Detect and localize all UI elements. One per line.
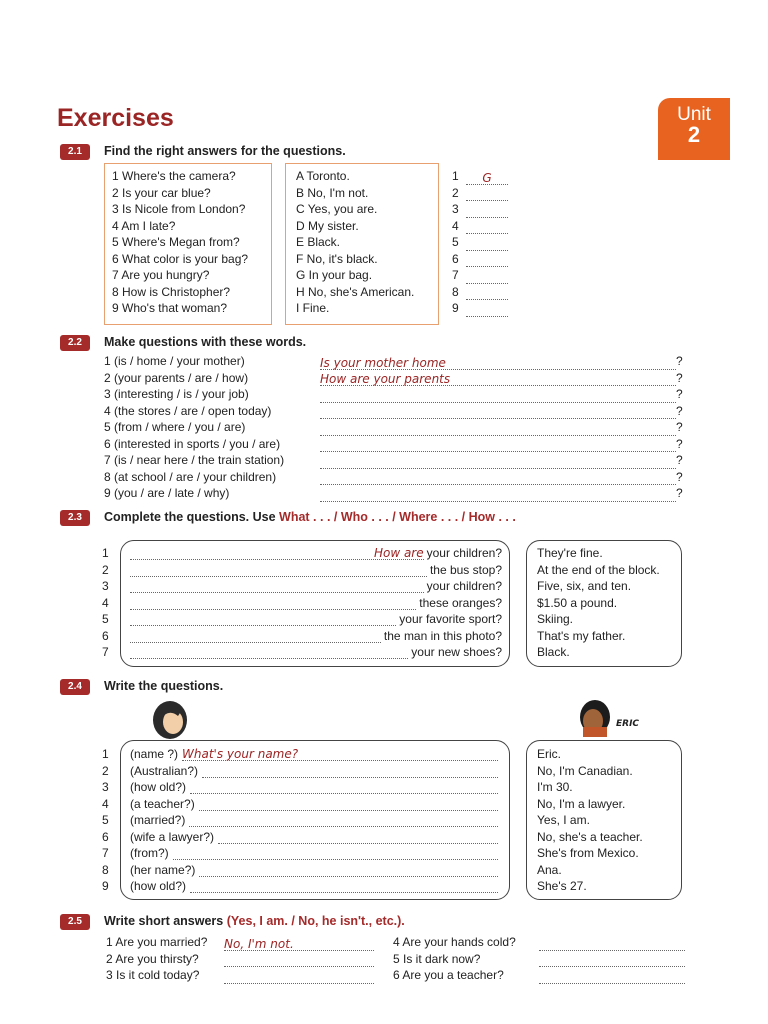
woman-avatar-icon — [148, 698, 190, 740]
question-start-field[interactable] — [130, 644, 408, 659]
short-answer-row — [393, 951, 685, 968]
question-answer-field[interactable]: Is your mother home — [320, 355, 676, 370]
reply-item: Yes, I am. — [537, 813, 590, 827]
exercise-instruction-2-5 — [104, 914, 405, 928]
complete-question-row — [130, 595, 502, 612]
slot-number: 5 — [452, 235, 459, 249]
question-start-field[interactable]: How are — [130, 545, 424, 560]
answer-blank[interactable] — [466, 302, 508, 317]
short-answer-question: 4 Are your hands cold? — [393, 935, 516, 949]
reply-item: At the end of the block. — [537, 562, 660, 577]
answer-slot-row — [452, 234, 508, 251]
question-answer-field[interactable] — [320, 487, 676, 502]
question-item: 9 Who's that woman? — [112, 301, 228, 315]
item-number: 7 — [102, 846, 109, 860]
slot-number: 9 — [452, 301, 459, 315]
page-title: Exercises — [57, 104, 174, 132]
instruction-text: Complete the questions. Use — [104, 510, 280, 524]
question-start-field[interactable] — [130, 578, 424, 593]
exercise-instruction-2-1: Find the right answers for the questions. — [104, 144, 346, 158]
answer-item: A Toronto. — [296, 169, 350, 183]
question-field[interactable] — [218, 829, 498, 844]
answer-blank[interactable] — [466, 285, 508, 300]
answer-item: H No, she's American. — [296, 284, 415, 299]
answer-item: B No, I'm not. — [296, 185, 369, 200]
item-number: 2 — [102, 562, 109, 577]
question-start-field[interactable] — [130, 595, 416, 610]
question-mark: ? — [676, 436, 683, 451]
question-mark: ? — [676, 354, 683, 368]
question-field[interactable] — [202, 763, 498, 778]
question-field[interactable] — [199, 796, 498, 811]
answer-slot-row — [452, 300, 508, 317]
question-ending: your favorite sport? — [399, 612, 502, 626]
question-answer-field[interactable] — [320, 454, 676, 469]
answer-blank[interactable]: G — [466, 170, 508, 185]
answer-blank[interactable] — [466, 219, 508, 234]
write-questions-list — [130, 746, 498, 895]
reply-item: $1.50 a pound. — [537, 595, 618, 610]
item-number: 3 — [102, 579, 109, 593]
write-question-row — [130, 812, 498, 829]
answer-item: C Yes, you are. — [296, 202, 378, 216]
question-ending: the man in this photo? — [383, 628, 502, 643]
write-question-row — [130, 796, 498, 813]
question-item: 8 How is Christopher? — [112, 284, 231, 299]
eric-label: ERIC — [616, 719, 640, 729]
word-order-row — [104, 436, 683, 453]
reply-item: She's from Mexico. — [537, 846, 639, 860]
question-prompt: (how old?) — [130, 780, 187, 794]
word-order-prompt: 2 (your parents / are / how) — [104, 370, 249, 385]
answer-slot-row — [452, 201, 508, 218]
word-order-row — [104, 469, 683, 486]
question-field[interactable] — [190, 878, 498, 893]
question-prompt: (how old?) — [130, 879, 187, 893]
short-answer-question: 2 Are you thirsty? — [106, 951, 199, 966]
complete-question-row — [130, 644, 502, 661]
slot-number: 1 — [452, 169, 459, 183]
item-number: 6 — [102, 628, 109, 643]
short-answer-question: 5 Is it dark now? — [393, 951, 481, 966]
question-prompt: (from?) — [130, 846, 169, 860]
word-order-row — [104, 403, 683, 420]
short-answers-left — [106, 934, 374, 984]
exercise-instruction-2-3 — [104, 510, 516, 524]
answer-item: E Black. — [296, 235, 341, 249]
question-answer-field[interactable] — [320, 437, 676, 452]
item-number: 7 — [102, 645, 109, 659]
reply-item: Black. — [537, 645, 570, 659]
question-item: 7 Are you hungry? — [112, 268, 210, 282]
question-ending: your new shoes? — [411, 645, 502, 659]
question-answer-field[interactable]: How are your parents — [320, 371, 676, 386]
question-field[interactable] — [199, 862, 498, 877]
question-item: 1 Where's the camera? — [112, 169, 236, 183]
exercise-badge-2-5: 2.5 — [60, 914, 90, 930]
answer-item: D My sister. — [296, 218, 359, 233]
exercise-instruction-2-2: Make questions with these words. — [104, 335, 307, 349]
question-mark: ? — [676, 469, 683, 484]
question-answer-field[interactable] — [320, 404, 676, 419]
question-field[interactable]: What's your name? — [182, 746, 498, 761]
write-question-row — [130, 862, 498, 879]
item-number: 6 — [102, 829, 109, 844]
question-item: 5 Where's Megan from? — [112, 235, 240, 249]
answer-item: F No, it's black. — [296, 251, 378, 266]
short-answer-field[interactable]: No, I'm not. — [224, 936, 374, 951]
answer-blank[interactable] — [466, 203, 508, 218]
answers-list — [296, 168, 414, 317]
answer-blank[interactable] — [466, 236, 508, 251]
complete-question-row — [130, 562, 502, 579]
unit-label: Unit — [677, 104, 711, 125]
exercise-badge-2-3: 2.3 — [60, 510, 90, 526]
short-answer-field[interactable] — [539, 969, 685, 984]
short-answer-row — [393, 967, 685, 984]
short-answer-field[interactable] — [224, 952, 374, 967]
question-prompt: (wife a lawyer?) — [130, 829, 215, 844]
question-item: 2 Is your car blue? — [112, 185, 211, 200]
answer-slot-row — [452, 267, 508, 284]
short-answer-field[interactable] — [539, 952, 685, 967]
short-answer-question: 6 Are you a teacher? — [393, 968, 504, 982]
question-prompt: (a teacher?) — [130, 796, 195, 811]
item-number: 5 — [102, 612, 109, 626]
unit-number: 2 — [687, 122, 701, 147]
slot-number: 8 — [452, 284, 459, 299]
short-answer-row — [393, 934, 685, 951]
reply-item: No, I'm Canadian. — [537, 763, 633, 778]
instruction-words: What . . . / Who . . . / Where . . . / How . . . — [279, 510, 516, 524]
question-field[interactable] — [189, 812, 498, 827]
write-question-row — [130, 779, 498, 796]
instruction-words-2-5: (Yes, I am. / No, he isn't., etc.). — [226, 914, 405, 928]
reply-item: I'm 30. — [537, 780, 573, 794]
question-item: 4 Am I late? — [112, 218, 176, 233]
complete-question-row — [130, 545, 502, 562]
question-item: 3 Is Nicole from London? — [112, 202, 246, 216]
question-prompt: (Australian?) — [130, 763, 199, 778]
question-mark: ? — [676, 486, 683, 500]
complete-question-row — [130, 578, 502, 595]
question-mark: ? — [676, 403, 683, 418]
word-order-prompt: 1 (is / home / your mother) — [104, 354, 245, 368]
question-prompt: (name ?) — [130, 747, 179, 761]
word-order-row — [104, 353, 683, 370]
exercise-numbers — [102, 545, 109, 661]
word-order-prompt: 5 (from / where / you / are) — [104, 420, 246, 434]
item-number: 3 — [102, 780, 109, 794]
replies-list — [537, 545, 660, 661]
eric-avatar-icon — [575, 697, 615, 737]
question-start-field[interactable] — [130, 562, 427, 577]
question-prompt: (her name?) — [130, 862, 196, 877]
item-number: 8 — [102, 862, 109, 877]
question-mark: ? — [676, 370, 683, 385]
reply-item: That's my father. — [537, 628, 626, 643]
exercise-badge-2-1: 2.1 — [60, 144, 90, 160]
answer-slot-row — [452, 218, 508, 235]
reply-item: No, I'm a lawyer. — [537, 796, 626, 811]
reply-item: Ana. — [537, 862, 562, 877]
reply-item: They're fine. — [537, 546, 603, 560]
complete-questions-list — [130, 545, 502, 661]
question-ending: your children? — [426, 579, 502, 593]
word-order-row — [104, 485, 683, 502]
word-order-row — [104, 452, 683, 469]
question-ending: these oranges? — [419, 595, 502, 610]
answer-blank[interactable] — [466, 186, 508, 201]
write-question-row — [130, 878, 498, 895]
item-number: 4 — [102, 595, 109, 610]
question-item: 6 What color is your bag? — [112, 251, 249, 266]
exercise-numbers-2-4 — [102, 746, 109, 895]
reply-item: Five, six, and ten. — [537, 579, 632, 593]
exercise-instruction-2-4: Write the questions. — [104, 679, 224, 693]
complete-question-row — [130, 628, 502, 645]
question-ending: your children? — [426, 546, 502, 560]
question-start-field[interactable] — [130, 628, 381, 643]
answer-item: G In your bag. — [296, 268, 373, 282]
questions-list — [112, 168, 248, 317]
answer-item: I Fine. — [296, 301, 330, 315]
question-prompt: (married?) — [130, 813, 186, 827]
question-ending: the bus stop? — [429, 562, 502, 577]
word-order-prompt: 3 (interesting / is / your job) — [104, 387, 249, 401]
short-answer-question: 1 Are you married? — [106, 935, 208, 949]
slot-number: 4 — [452, 218, 459, 233]
short-answer-field[interactable] — [224, 969, 374, 984]
instruction-text-2-5: Write short answers — [104, 914, 227, 928]
question-start-field[interactable] — [130, 611, 396, 626]
write-question-row — [130, 829, 498, 846]
answer-blank[interactable] — [466, 252, 508, 267]
item-number: 1 — [102, 546, 109, 560]
item-number: 1 — [102, 747, 109, 761]
word-order-row — [104, 370, 683, 387]
reply-item: No, she's a teacher. — [537, 829, 643, 844]
item-number: 2 — [102, 763, 109, 778]
item-number: 9 — [102, 879, 109, 893]
complete-question-row — [130, 611, 502, 628]
answer-slot-row — [452, 185, 508, 202]
reply-item: She's 27. — [537, 879, 587, 893]
answer-slot-row — [452, 284, 508, 301]
reply-item: Skiing. — [537, 612, 574, 626]
word-order-row — [104, 386, 683, 403]
answer-blank[interactable] — [466, 269, 508, 284]
question-mark: ? — [676, 387, 683, 401]
word-order-row — [104, 419, 683, 436]
short-answer-field[interactable] — [539, 936, 685, 951]
word-order-prompt: 9 (you / are / late / why) — [104, 486, 230, 500]
exercise-badge-2-2: 2.2 — [60, 335, 90, 351]
unit-tab — [658, 98, 730, 160]
item-number: 5 — [102, 813, 109, 827]
question-mark: ? — [676, 420, 683, 434]
item-number: 4 — [102, 796, 109, 811]
question-field[interactable] — [173, 845, 498, 860]
slot-number: 2 — [452, 185, 459, 200]
write-question-row — [130, 763, 498, 780]
reply-item: Eric. — [537, 747, 561, 761]
question-answer-field[interactable] — [320, 470, 676, 485]
word-order-list — [104, 353, 683, 502]
write-question-row — [130, 746, 498, 763]
question-field[interactable] — [190, 779, 498, 794]
word-order-prompt: 6 (interested in sports / you / are) — [104, 436, 281, 451]
answer-slot-row — [452, 168, 508, 185]
answer-slots — [452, 168, 508, 317]
short-answer-question: 3 Is it cold today? — [106, 968, 200, 982]
answer-slot-row — [452, 251, 508, 268]
replies-list-2-4 — [537, 746, 643, 895]
word-order-prompt: 7 (is / near here / the train station) — [104, 453, 285, 467]
exercise-badge-2-4: 2.4 — [60, 679, 90, 695]
short-answers-right — [393, 934, 685, 984]
slot-number: 7 — [452, 268, 459, 282]
short-answer-row — [106, 951, 374, 968]
question-mark: ? — [676, 453, 683, 467]
word-order-prompt: 8 (at school / are / your children) — [104, 469, 277, 484]
write-question-row — [130, 845, 498, 862]
short-answer-row — [106, 934, 374, 951]
question-answer-field[interactable] — [320, 388, 676, 403]
slot-number: 3 — [452, 202, 459, 216]
short-answer-row — [106, 967, 374, 984]
word-order-prompt: 4 (the stores / are / open today) — [104, 403, 272, 418]
slot-number: 6 — [452, 251, 459, 266]
question-answer-field[interactable] — [320, 421, 676, 436]
